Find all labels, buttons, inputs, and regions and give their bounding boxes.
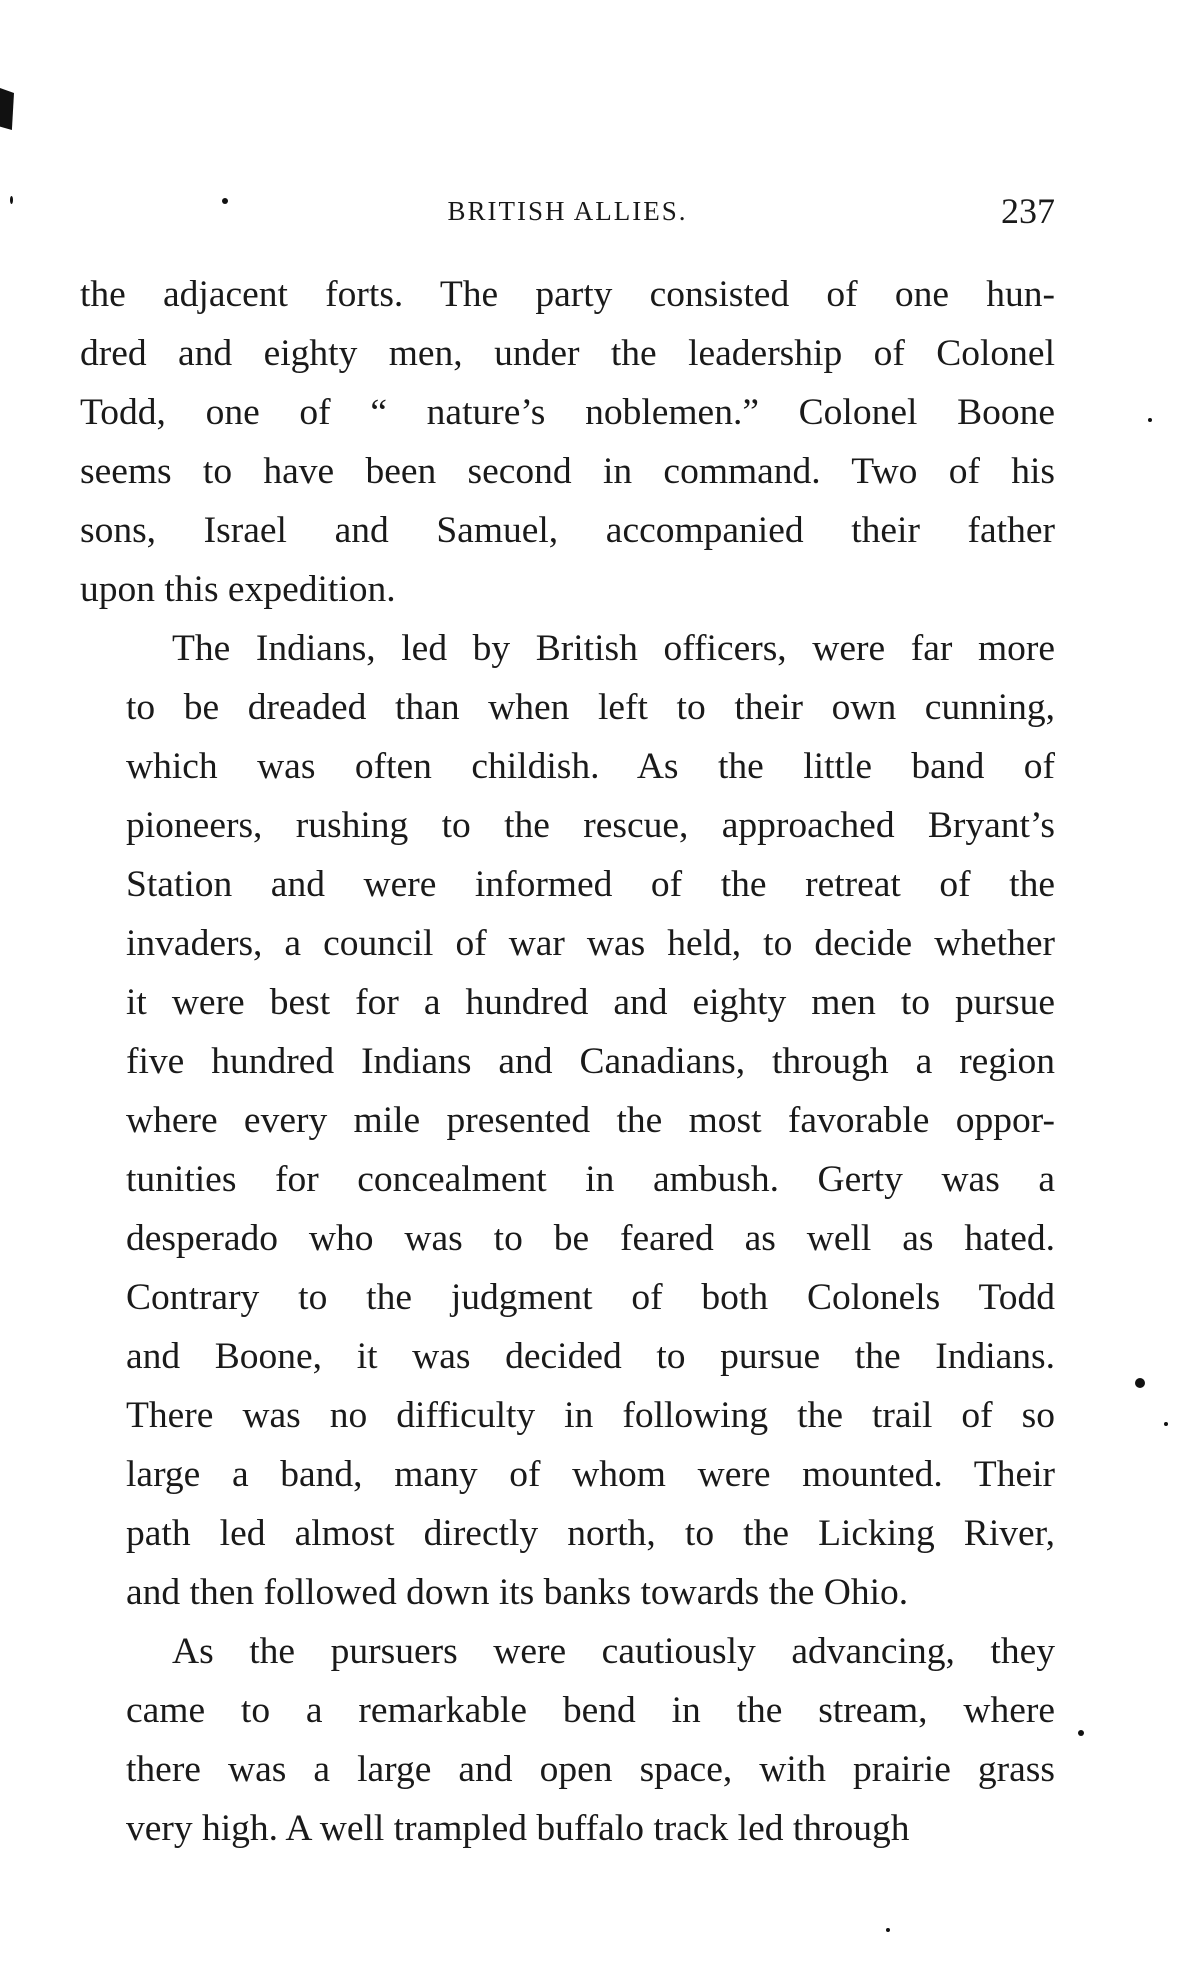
text-line: five hundred Indians and Canadians, through a region <box>126 1041 1055 1082</box>
ink-speck <box>1135 1378 1145 1388</box>
ink-speck <box>886 1928 890 1932</box>
text-line: came to a remarkable bend in the stream, where <box>126 1690 1055 1731</box>
text-line: As the pursuers were cautiously advancing, they <box>172 1631 1055 1672</box>
paragraph <box>80 619 1055 1622</box>
text-line: dred and eighty men, under the leadership of Colonel <box>80 333 1055 374</box>
ink-speck <box>1148 418 1152 422</box>
text-line: it were best for a hundred and eighty men to pursue <box>126 982 1055 1023</box>
text-line: the adjacent forts. The party consisted of one hun- <box>80 274 1055 315</box>
text-line: to be dreaded than when left to their own cunning, <box>126 687 1055 728</box>
paragraph <box>80 265 1055 619</box>
text-line: tunities for concealment in ambush. Gerty was a <box>126 1159 1055 1200</box>
text-line: Todd, one of “ nature’s noblemen.” Colonel Boone <box>80 392 1055 433</box>
text-line: Station and were informed of the retreat of the <box>126 864 1055 905</box>
text-line: invaders, a council of war was held, to decide whether <box>126 923 1055 964</box>
page-number: 237 <box>1001 191 1055 231</box>
ink-blot <box>0 88 14 130</box>
text-line: seems to have been second in command. Two of his <box>80 451 1055 492</box>
running-head: BRITISH ALLIES. <box>447 196 688 226</box>
text-line: large a band, many of whom were mounted. Their <box>126 1454 1055 1495</box>
paragraph <box>80 1622 1055 1858</box>
text-line: The Indians, led by British officers, were far more <box>172 628 1055 669</box>
text-line: path led almost directly north, to the Licking River, <box>126 1513 1055 1554</box>
ink-speck <box>1164 1422 1168 1426</box>
text-line: pioneers, rushing to the rescue, approached Bryant’s <box>126 805 1055 846</box>
text-line: there was a large and open space, with prairie grass <box>126 1749 1055 1790</box>
text-line: There was no difficulty in following the trail of so <box>126 1395 1055 1436</box>
ink-speck <box>1078 1730 1084 1736</box>
text-line: very high. A well trampled buffalo track led through <box>126 1808 910 1849</box>
text-line: and Boone, it was decided to pursue the Indians. <box>126 1336 1055 1377</box>
text-line: and then followed down its banks towards the Ohio. <box>126 1572 909 1613</box>
text-line: which was often childish. As the little band of <box>126 746 1055 787</box>
text-line: Contrary to the judgment of both Colonels Todd <box>126 1277 1055 1318</box>
page-header <box>80 190 1055 240</box>
text-line: sons, Israel and Samuel, accompanied their father <box>80 510 1055 551</box>
text-line: upon this expedition. <box>80 569 396 610</box>
ink-speck <box>10 196 13 204</box>
body-text <box>80 265 1055 1858</box>
text-line: desperado who was to be feared as well as hated. <box>126 1218 1055 1259</box>
text-line: where every mile presented the most favorable oppor- <box>126 1100 1055 1141</box>
